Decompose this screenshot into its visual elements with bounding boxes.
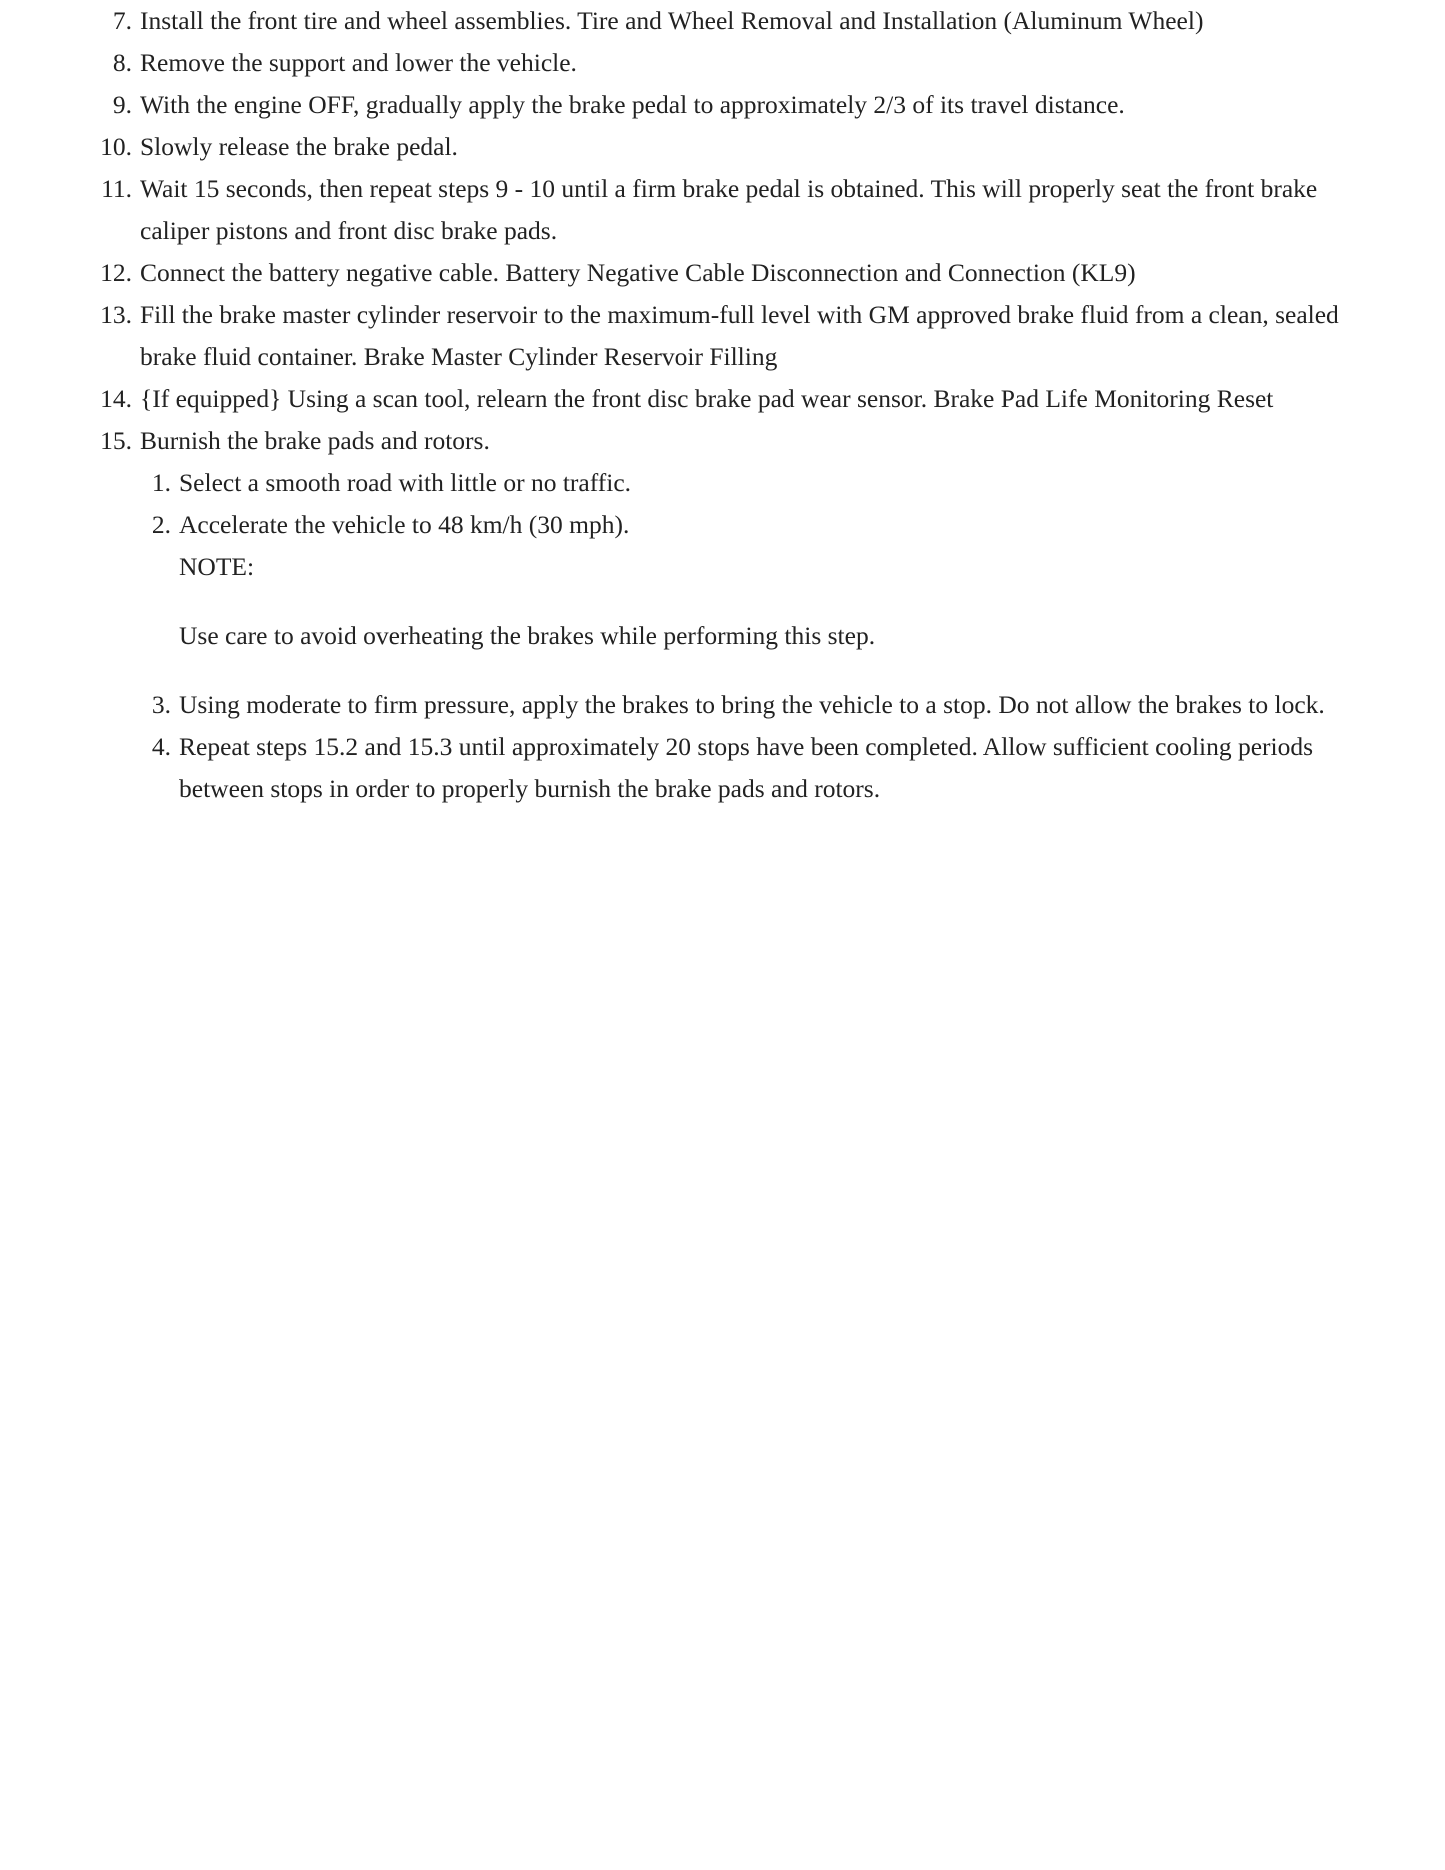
step-number: 12. [100, 258, 132, 287]
step-text: Fill the brake master cylinder reservoir to the maximum-full level with GM approved brake fluid from a clean, sealed brake fluid container. Brake Master Cylinder Reservoir Filling [140, 300, 1339, 371]
step-9 [0, 84, 1350, 126]
substep-text: Repeat steps 15.2 and 15.3 until approximately 20 stops have been completed. Allow sufficient cooling periods between stops in order to properly burnish the brake pads and rotors. [179, 732, 1314, 803]
substep-text: Select a smooth road with little or no traffic. [179, 468, 632, 497]
step-15 [0, 420, 1350, 810]
note-text: Use care to avoid overheating the brakes while performing this step. [179, 621, 876, 650]
step-12 [0, 252, 1350, 294]
substep-3 [140, 684, 1389, 726]
step-10 [0, 126, 1350, 168]
substep-text: Using moderate to firm pressure, apply the brakes to bring the vehicle to a stop. Do not allow the brakes to lock. [179, 690, 1325, 719]
substep-number: 2. [151, 510, 171, 539]
substep-number: 4. [151, 732, 171, 761]
step-7 [0, 0, 1350, 42]
procedure-steps-list [0, 0, 1445, 810]
step-number: 9. [112, 90, 132, 119]
step-text: {If equipped} Using a scan tool, relearn the front disc brake pad wear sensor. Brake Pad Life Monitoring Reset [140, 384, 1274, 413]
substep-4 [140, 726, 1389, 810]
step-number: 13. [100, 300, 132, 329]
step-number: 15. [100, 426, 132, 455]
step-number: 7. [112, 6, 132, 35]
step-number: 11. [101, 174, 132, 203]
step-13 [0, 294, 1350, 378]
step-text: Connect the battery negative cable. Battery Negative Cable Disconnection and Connection (KL9) [140, 258, 1136, 287]
note-block [179, 546, 1389, 657]
substep-text: Accelerate the vehicle to 48 km/h (30 mph). [179, 510, 630, 539]
step-text: Wait 15 seconds, then repeat steps 9 - 10 until a firm brake pedal is obtained. This will properly seat the front brake caliper pistons and front disc brake pads. [140, 174, 1318, 245]
substep-number: 3. [151, 690, 171, 719]
step-text: Remove the support and lower the vehicle. [140, 48, 577, 77]
step-number: 8. [112, 48, 132, 77]
step-text: Slowly release the brake pedal. [140, 132, 458, 161]
step-text: Burnish the brake pads and rotors. [140, 426, 490, 455]
step-number: 14. [100, 384, 132, 413]
note-label: NOTE: [179, 552, 255, 581]
burnish-substeps-list [140, 462, 1350, 810]
substep-1 [140, 462, 1389, 504]
step-text: With the engine OFF, gradually apply the brake pedal to approximately 2/3 of its travel distance. [140, 90, 1125, 119]
step-number: 10. [100, 132, 132, 161]
step-text: Install the front tire and wheel assemblies. Tire and Wheel Removal and Installation (Aluminum Wheel) [140, 6, 1204, 35]
substep-number: 1. [151, 468, 171, 497]
step-8 [0, 42, 1350, 84]
step-14 [0, 378, 1350, 420]
step-11 [0, 168, 1350, 252]
substep-2 [140, 504, 1389, 657]
